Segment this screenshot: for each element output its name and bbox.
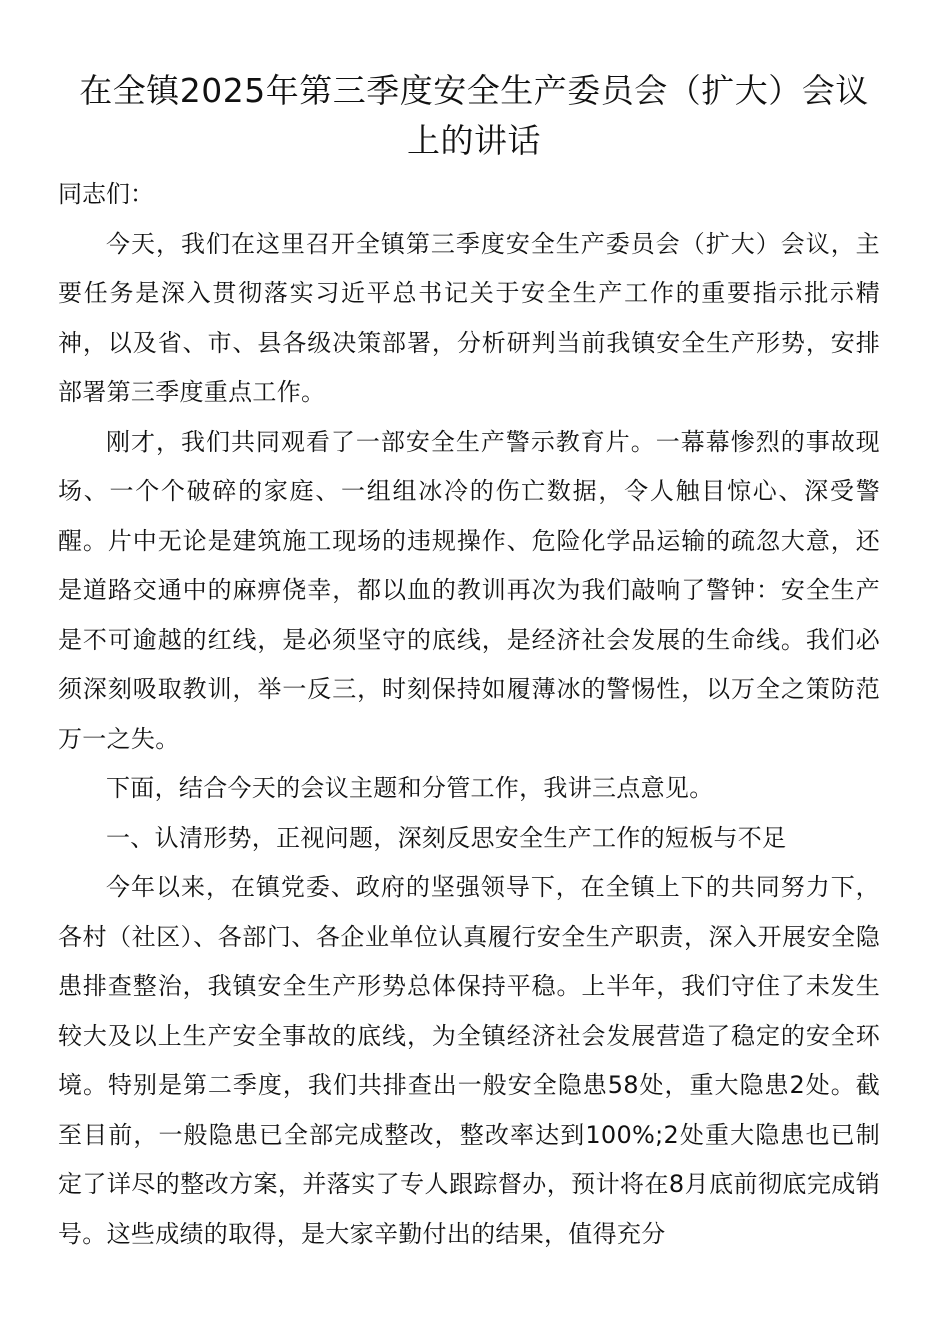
paragraph-warning-film: 刚才，我们共同观看了一部安全生产警示教育片。一幕幕惨烈的事故现场、一个个破碎的家庭、一组组冰冷的伤亡数据，令人触目惊心、深受警醒。片中无论是建筑施工现场的违规操作、危险化学品运输的疏忽大意，还是道路交通中的麻痹侥幸，都以血的教训再次为我们敲响了警钟：安全生产是不可逾越的红线，是必须坚守的底线，是经济社会发展的生命线。我们必须深刻吸取教训，举一反三，时刻保持如履薄冰的警惕性，以万全之策防范万一之失。 xyxy=(58,427,880,753)
paragraph-three-points: 下面，结合今天的会议主题和分管工作，我讲三点意见。 xyxy=(106,774,714,802)
salutation: 同志们： xyxy=(58,180,154,208)
document-title: 在全镇2025年第三季度安全生产委员会（扩大）会议上的讲话 xyxy=(79,71,869,160)
paragraph-opening: 今天，我们在这里召开全镇第三季度安全生产委员会（扩大）会议，主要任务是深入贯彻落实习近平总书记关于安全生产工作的重要指示批示精神，以及省、市、县各级决策部署，分析研判当前我镇安全生产形势，安排部署第三季度重点工作。 xyxy=(58,229,880,406)
section-heading-one: 一、认清形势，正视问题，深刻反思安全生产工作的短板与不足 xyxy=(106,823,787,852)
paragraph-situation: 今年以来，在镇党委、政府的坚强领导下，在全镇上下的共同努力下，各村（社区）、各部门、各企业单位认真履行安全生产职责，深入开展安全隐患排查整治，我镇安全生产形势总体保持平稳。上半年，我们守住了未发生较大及以上生产安全事故的底线，为全镇经济社会发展营造了稳定的安全环境。特别是第二季度，我们共排查出一般安全隐患58处，重大隐患2处。截至目前，一般隐患已全部完成整改，整改率达到100%;2处重大隐患也已制定了详尽的整改方案，并落实了专人跟踪督办，预计将在8月底前彻底完成销号。这些成绩的取得，是大家辛勤付出的结果，值得充分 xyxy=(58,873,880,1248)
